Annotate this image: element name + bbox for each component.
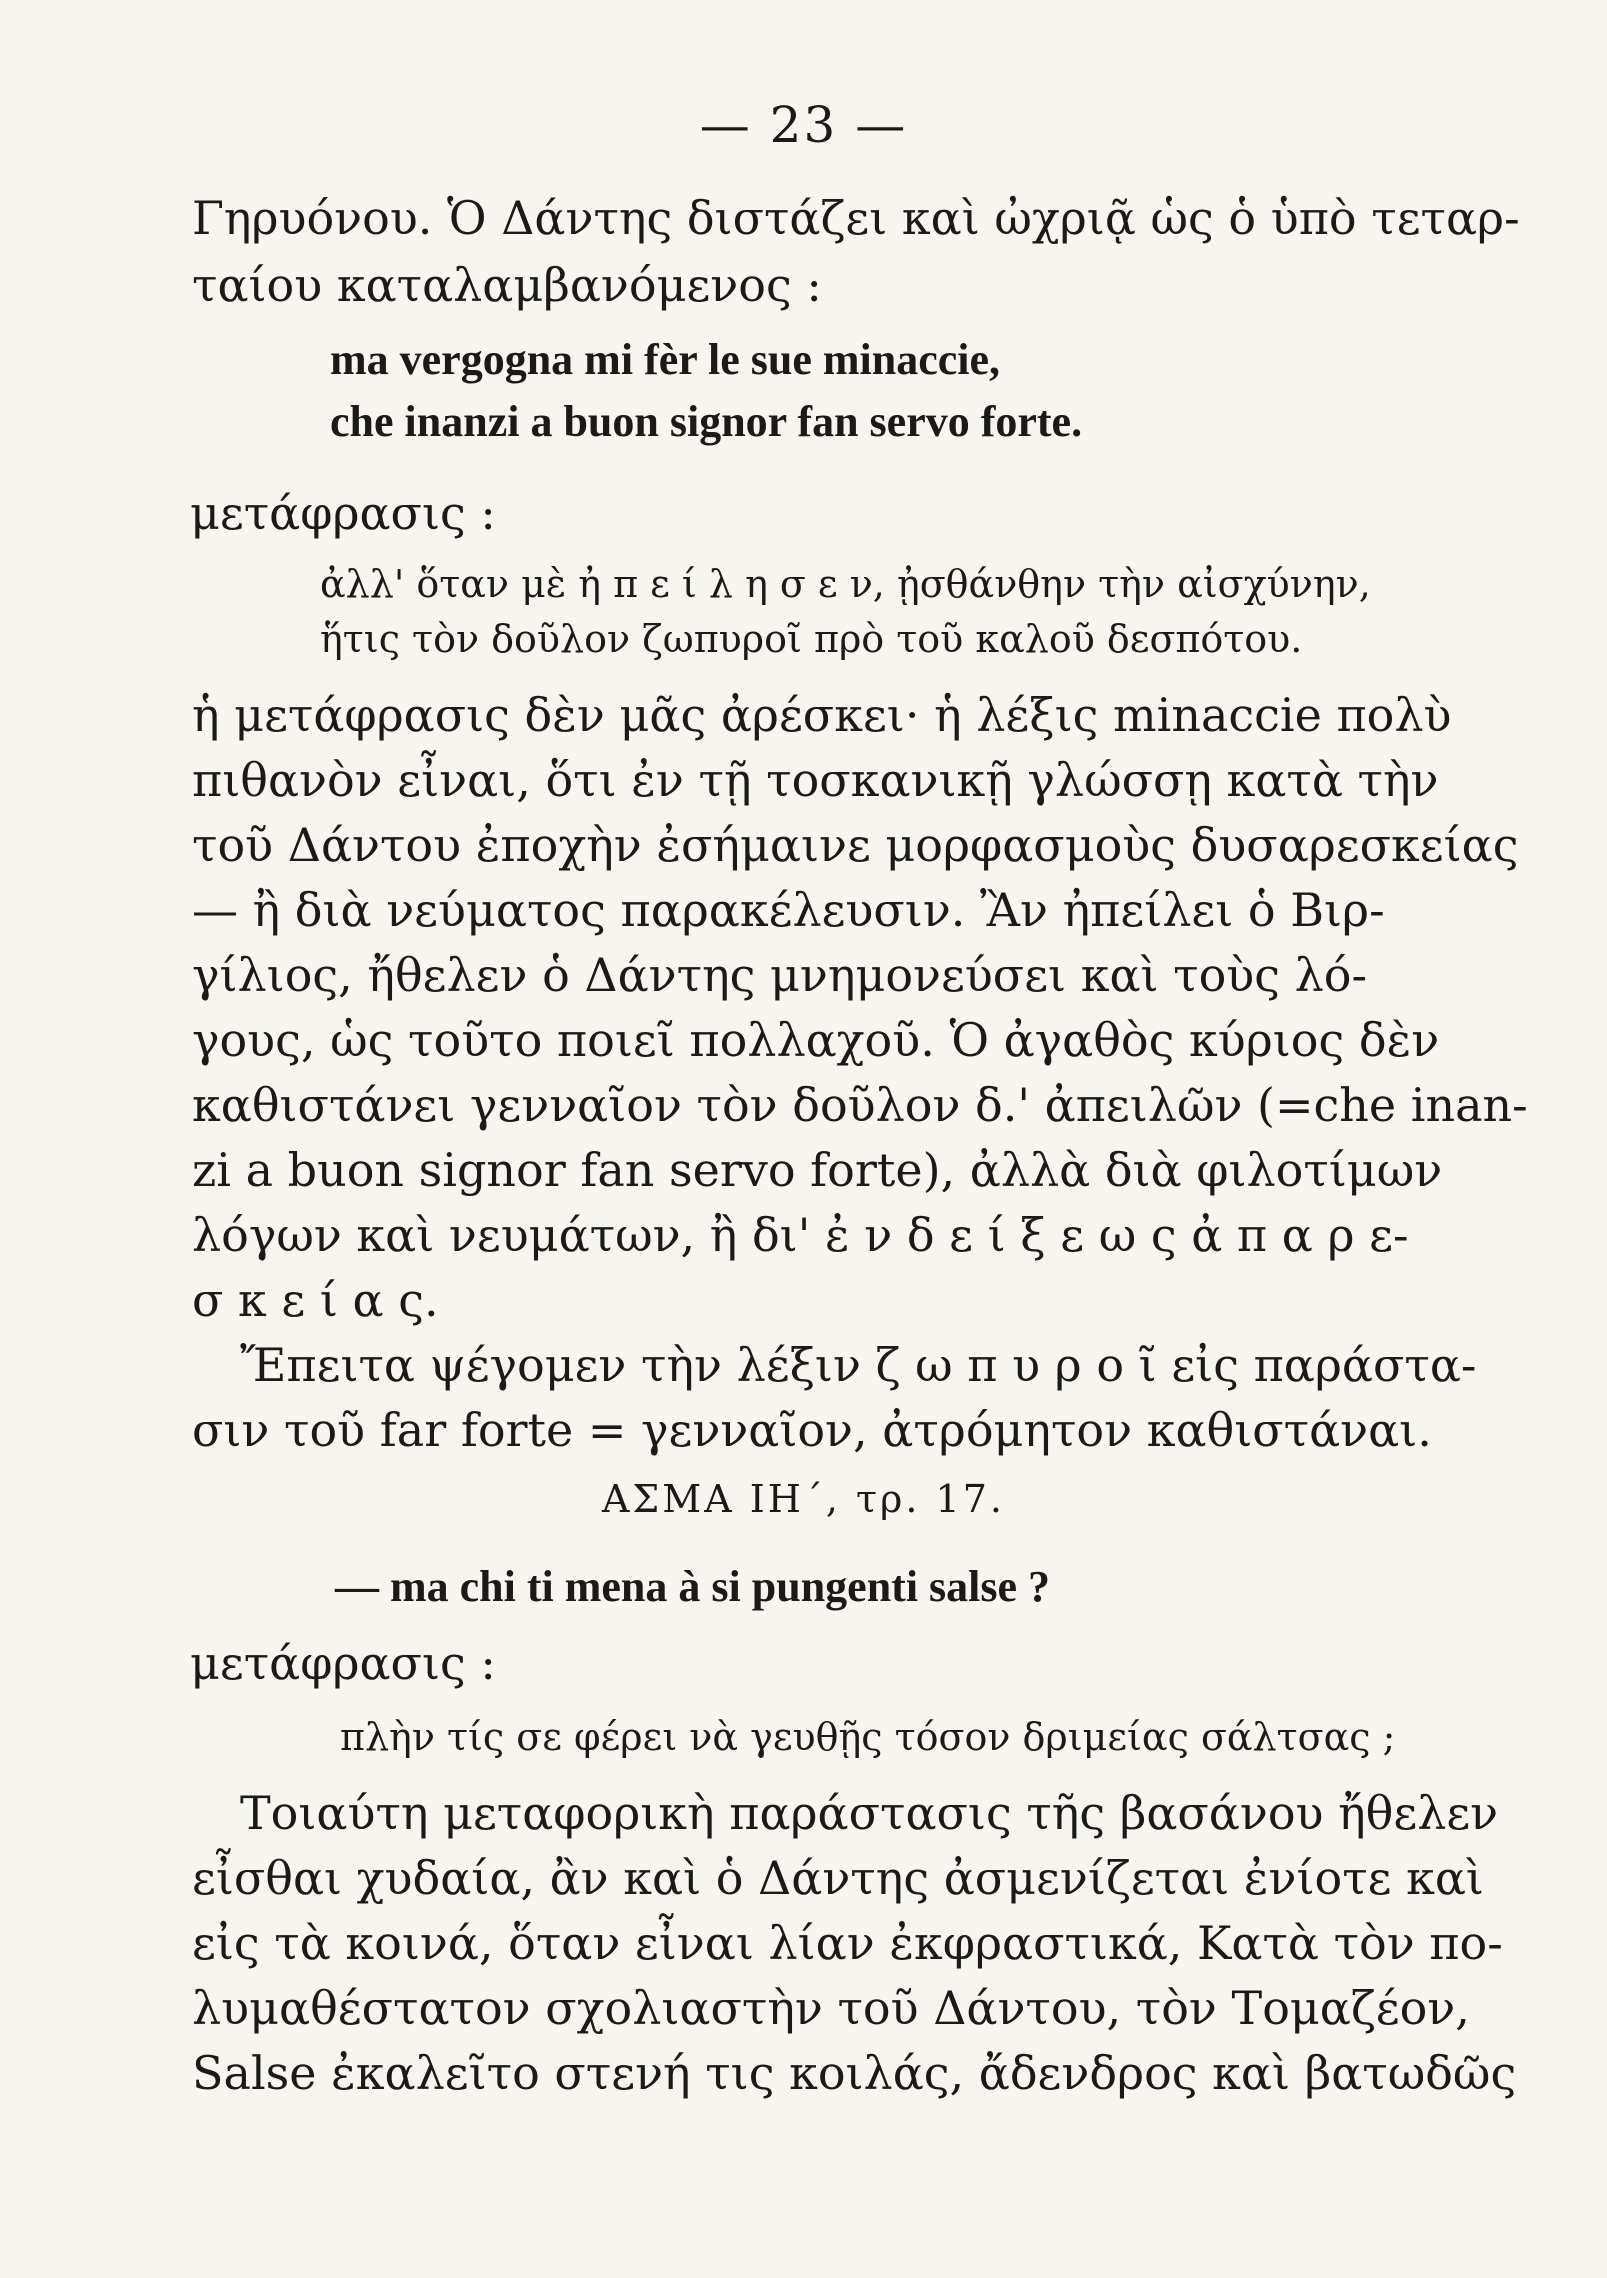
text-line: Γηρυόνου. Ὁ Δάντης διστάζει καὶ ὠχριᾷ ὡς ὁ ὑπὸ τεταρ-: [192, 191, 1520, 245]
text-line: σιν τοῦ far forte = γενναῖον, ἀτρόμητον καθιστάναι.: [192, 1403, 1432, 1457]
italian-quote-line: che inanzi a buon signor fan servo forte.: [330, 397, 1083, 446]
italian-quote-line: — ma chi ti mena à si pungenti salse ?: [335, 1562, 1051, 1611]
text-line: πιθανὸν εἶναι, ὅτι ἐν τῇ τοσκανικῇ γλώσσῃ κατὰ τὴν: [192, 753, 1439, 807]
text-line: γους, ὡς τοῦτο ποιεῖ πολλαχοῦ. Ὁ ἀγαθὸς κύριος δὲν: [192, 1013, 1440, 1067]
text-line: καθιστάνει γενναῖον τὸν δοῦλον δ.' ἀπειλῶν (=che inan-: [192, 1078, 1528, 1132]
translation-line: ἀλλ' ὅταν μὲ ἠ π ε ί λ η σ ε ν, ᾐσθάνθην τὴν αἰσχύνην,: [320, 562, 1371, 606]
text-line: τοῦ Δάντου ἐποχὴν ἐσήμαινε μορφασμοὺς δυσαρεσκείας: [192, 818, 1519, 872]
canto-heading: ΑΣΜΑ ΙΗ΄, τρ. 17.: [601, 1477, 1005, 1521]
text-line: zi a buon signor fan servo forte), ἀλλὰ διὰ φιλοτίμων: [192, 1143, 1443, 1197]
text-line: εἶσθαι χυδαία, ἂν καὶ ὁ Δάντης ἀσμενίζεται ἐνίοτε καὶ: [192, 1851, 1484, 1905]
text-line: σ κ ε ί α ς.: [192, 1273, 439, 1327]
text-line: ταίου καταλαμβανόμενος :: [192, 258, 822, 312]
text-line: — ἢ διὰ νεύματος παρακέλευσιν. Ἂν ἠπείλει ὁ Βιρ-: [192, 883, 1385, 937]
translation-label: μετάφρασις :: [190, 1636, 496, 1690]
translation-line: πλὴν τίς σε φέρει νὰ γευθῇς τόσον δριμείας σάλτσας ;: [340, 1715, 1396, 1759]
translation-line: ἥτις τὸν δοῦλον ζωπυροῖ πρὸ τοῦ καλοῦ δεσπότου.: [320, 617, 1303, 661]
text-line: ἡ μετάφρασις δὲν μᾶς ἀρέσκει· ἡ λέξις minaccie πολὺ: [192, 688, 1452, 742]
page-number: — 23 —: [699, 96, 908, 154]
translation-label: μετάφρασις :: [190, 486, 496, 540]
text-line: λόγων καὶ νευμάτων, ἢ δι' ἐ ν δ ε ί ξ ε ω ς ἀ π α ρ ε-: [192, 1208, 1409, 1262]
text-line: Ἔπειτα ψέγομεν τὴν λέξιν ζ ω π υ ρ ο ῖ εἰς παράστα-: [240, 1338, 1477, 1392]
text-line: λυμαθέστατον σχολιαστὴν τοῦ Δάντου, τὸν Τομαζέον,: [192, 1981, 1470, 2035]
text-line: Salse ἐκαλεῖτο στενή τις κοιλάς, ἄδενδρος καὶ βατωδῶς: [192, 2046, 1517, 2100]
text-line: γίλιος, ἤθελεν ὁ Δάντης μνημονεύσει καὶ τοὺς λό-: [192, 948, 1368, 1002]
text-line: Τοιαύτη μεταφορικὴ παράστασις τῆς βασάνου ἤθελεν: [240, 1786, 1499, 1840]
text-line: εἰς τὰ κοινά, ὅταν εἶναι λίαν ἐκφραστικά, Κατὰ τὸν πο-: [192, 1916, 1503, 1970]
italian-quote-line: ma vergogna mi fèr le sue minaccie,: [330, 335, 1001, 384]
